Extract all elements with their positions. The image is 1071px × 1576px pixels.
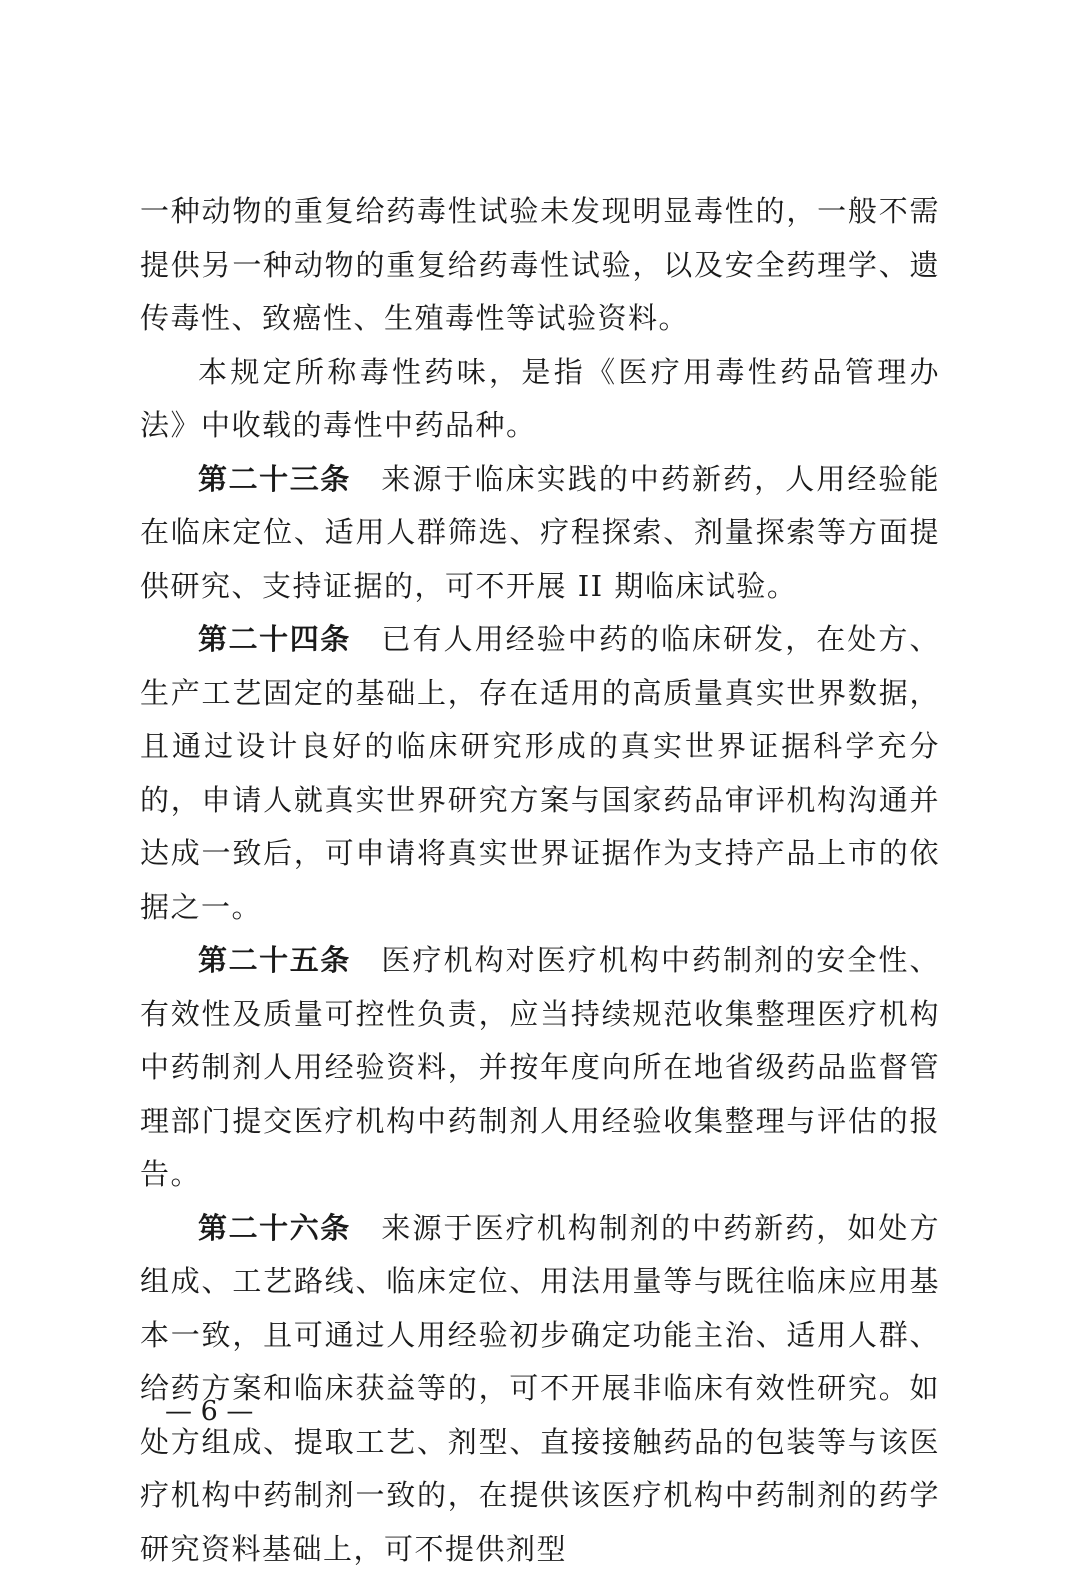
- article-24-paragraph: [140, 613, 940, 934]
- document-body: [140, 185, 940, 1576]
- article-26-paragraph: [140, 1202, 940, 1576]
- paragraph-text: 已有人用经验中药的临床研发，在处方、生产工艺固定的基础上，存在适用的高质量真实世界数据，且通过设计良好的临床研究形成的真实世界证据科学充分的，申请人就真实世界研究方案与国家药品审评机构沟通并达成一致后，可申请将真实世界证据作为支持产品上市的依据之一。: [140, 622, 940, 924]
- paragraph-1: [140, 185, 940, 346]
- paragraph-text: 本规定所称毒性药味，是指《医疗用毒性药品管理办法》中收载的毒性中药品种。: [140, 355, 940, 443]
- page-number: — 6 —: [165, 1395, 253, 1429]
- article-number: 第二十六条: [198, 1211, 351, 1245]
- article-25-paragraph: [140, 934, 940, 1202]
- paragraph-text: 医疗机构对医疗机构中药制剂的安全性、有效性及质量可控性负责，应当持续规范收集整理医疗机构中药制剂人用经验资料，并按年度向所在地省级药品监督管理部门提交医疗机构中药制剂人用经验收集整理与评估的报告。: [140, 943, 940, 1191]
- article-number: 第二十五条: [198, 943, 351, 977]
- paragraph-2: [140, 346, 940, 453]
- paragraph-text: 来源于医疗机构制剂的中药新药，如处方组成、工艺路线、临床定位、用法用量等与既往临床应用基本一致，且可通过人用经验初步确定功能主治、适用人群、给药方案和临床获益等的，可不开展非临床有效性研究。如处方组成、提取工艺、剂型、直接接触药品的包装等与该医疗机构中药制剂一致的，在提供该医疗机构中药制剂的药学研究资料基础上，可不提供剂型: [140, 1211, 940, 1566]
- article-number: 第二十四条: [198, 622, 351, 656]
- article-23-paragraph: [140, 453, 940, 614]
- article-number: 第二十三条: [198, 462, 351, 496]
- paragraph-text: 一种动物的重复给药毒性试验未发现明显毒性的，一般不需提供另一种动物的重复给药毒性试验，以及安全药理学、遗传毒性、致癌性、生殖毒性等试验资料。: [140, 194, 940, 335]
- paragraph-text: 来源于临床实践的中药新药，人用经验能在临床定位、适用人群筛选、疗程探索、剂量探索等方面提供研究、支持证据的，可不开展 II 期临床试验。: [140, 462, 940, 603]
